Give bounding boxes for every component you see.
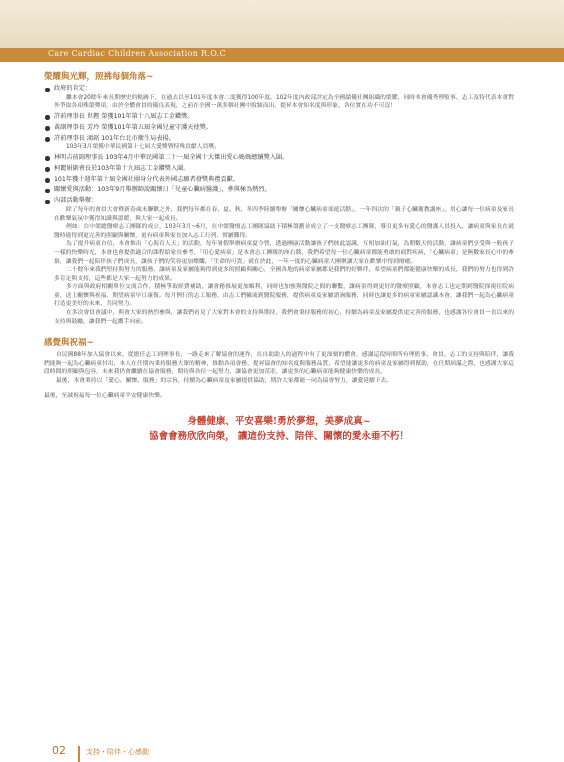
list-item-paragraph: 例如：台中榮總醫療志工團隊的成立，103年3月~6月，在中榮醫療志工團隊協助下積極籌劃並成立了一支醫療志工團隊，導引更多有愛心的醫護人員投入，讓病童與家長在就醫時能得到更完善的照顧與關懷，更有病童與家長加入志工行列，實屬難得。 xyxy=(54,224,514,239)
list-item xyxy=(44,176,514,185)
page-number: 02 xyxy=(52,744,66,757)
list-item xyxy=(44,154,514,163)
top-decorative-band xyxy=(0,0,564,48)
list-item xyxy=(44,165,514,174)
list-item-heading: 內部活動舉辦： xyxy=(54,197,98,205)
list-item-heading: 柯麗娟副會長於103年第十九屆志工金鑽獎入圍。 xyxy=(54,164,190,172)
list-item-paragraph: 在多次會員會議中，與會大家的熱烈參與，讓我們看見了大家對本會的支持與期待，我們會秉持服務的初心，持續為病童及家屬提供更完善的服務，也感謝各位會員一直以來的支持與鼓勵，讓我們一起攜手向前。 xyxy=(54,310,514,325)
list-item-paragraph: 繼本會20餘年來長期歷史的軌跡下，在過去以至101年度本會二度獲得100年度、102年度內政部評定為全國績優社團組織的榮耀，同時本會優秀理監事、志工及特代表本會對外爭取各項殊榮獎項，由於全體會員的優良表現，之前在全國一萬多個社團中脫穎而出，提昇本會知名度與形象，各位實在功不可沒！ xyxy=(54,94,514,110)
organization-name: Care Cardiac Children Association R.O.C xyxy=(48,49,226,58)
list-item xyxy=(44,113,514,122)
list-item xyxy=(44,135,514,152)
list-item-paragraph: 除了每年的會員大會暨新春歲末聯歡之外，我們每年都在春、夏、秋、冬四季陸續舉辦「關懷心臟病童郊遊活動」，一年四次的「親子心臟衛教講座」，用心讓每一位病童及家長在歡樂氣氛中獲得知識與溫暖，與大家一起成長。 xyxy=(54,206,514,222)
footer-divider xyxy=(78,746,80,762)
list-item-paragraph: 103年3月榮獲中華民國第十七屆大愛獎暨特殊貢獻人員獎。 xyxy=(66,144,220,151)
list-item-heading: 101年獲十週年第十屆全國社團身分代表外國志願者發獎典禮貢獻。 xyxy=(54,175,240,183)
article-body xyxy=(44,70,514,444)
thanks-body xyxy=(44,351,514,385)
closing-line: 最後，至誠祝福每一位心臟病童平安健康快樂。 xyxy=(44,392,166,399)
list-item-paragraph: 二十餘年來我們堅持與努力的服務，讓病童及家屬能夠得到更多的照顧與關心，全國各地的病童家屬都是我們的好夥伴，希望病童們都能健康快樂的成長，我們的努力也得到許多肯定與支持，這些都是大家一起努力的成果。 xyxy=(54,267,514,282)
list-item-heading: 黃副理事長 芳玲 榮獲101年第五屆全國兒童守護天使獎。 xyxy=(54,123,213,131)
list-item xyxy=(44,85,514,111)
thanks-paragraph: 最後，本會秉持以「愛心、關懷、服務」的宗旨，持續為心臟病童及家屬提供協助，期許大家都能一同為協會努力，讓愛延續下去。 xyxy=(56,378,393,385)
list-item-heading: 關懷愛與活動：103年9月舉辦師說關懷日「兒童心臟病醫護」，參與極為熱烈。 xyxy=(54,186,271,194)
list-item xyxy=(44,124,514,133)
section-title-thanks: 感覺與祝福~ xyxy=(44,338,94,349)
section-title-honors: 榮耀與光輝，照拂每個角落~ xyxy=(44,72,154,82)
thanks-paragraph: 自民國88年加入協會以來，從擔任志工到理事長，一路走來了解協會的運作，在自助助人的過程中有了更深刻的體會，感謝這段時間所有理監事、會員、志工的支持與陪伴，讓我們能夠一起為心臟病童付出，本人在任期內秉持服務大眾的精神，推動各項會務，提昇協會的知名度與服務品質，希望能讓更多的病童及家屬得到幫助，在任期屆滿之際，也感謝大家這段時間的照顧與包容，未來我仍會繼續在協會服務，期待與各位一起努力，讓協會更加茁壯，讓更多的心臟病童能夠健康快樂的成長。 xyxy=(44,352,514,376)
honors-list xyxy=(44,85,514,326)
list-item-heading: 許前理事長 世鏗 榮獲101年第十八屆志工金鑽獎。 xyxy=(54,112,194,120)
list-item-paragraph: 多方面與政府相關單位交流合作，積極爭取經費補助，讓會務推展更加順利，同時也加強與醫院之間的聯繫，讓病童得到更好的醫療照顧，本會志工也定期到醫院探視住院病童，送上關懷與祝福，期望病童早日康復。每月例行的志工服務，由志工們輪流到醫院服務，提供病童及家屬諮詢服務，同時也讓更多的病童家屬認識本會，讓我們一起為心臟病童打造更美好的未來，共同努力。 xyxy=(54,284,514,308)
slogan-line-1: 身體健康、平安喜樂!勇於夢想，美夢成真~ xyxy=(187,416,371,428)
slogan-line-2: 協會會務欣欣向榮， 讓這份支持、陪伴、關懷的愛永垂不朽！ xyxy=(149,431,409,443)
list-item xyxy=(44,197,514,326)
list-item-heading: 政府的肯定： xyxy=(54,85,92,92)
list-item xyxy=(44,186,514,195)
slogan xyxy=(44,414,514,444)
footer-tagline: 支持・陪伴・心感動 xyxy=(86,748,149,756)
list-item-paragraph: 為了提升病童自信，本會推出「心海育人天」的活動，每年暑假舉辦病童夏令營，透過團康活動讓孩子們彼此認識，互相加油打氣，為期數天的活動，讓病童們享受與一般孩子一樣的快樂時光，本會也會提供適合的課程給家長參考，「用心愛病童」是本會志工團隊的座右銘，我們希望每一位心臟病童都能勇敢的面對疾病，「心臟病童」是無數家長心中的牽掛，讓我們一起陪伴孩子們成長，讓孩子們的笑容更加燦爛，「生命的可貴」就在於此，一年一度的心臟病童大團聚讓大家在歡樂中得到療癒。 xyxy=(54,241,514,265)
list-item-heading: 許前理事長 鴻銘 101年台北市衛生局表揚。 xyxy=(54,134,175,142)
list-item-heading: 林明吉前副理事長 103年4月中華民國第二十一屆全國十大傑出愛心媽媽總續獎入圍。 xyxy=(54,153,289,161)
